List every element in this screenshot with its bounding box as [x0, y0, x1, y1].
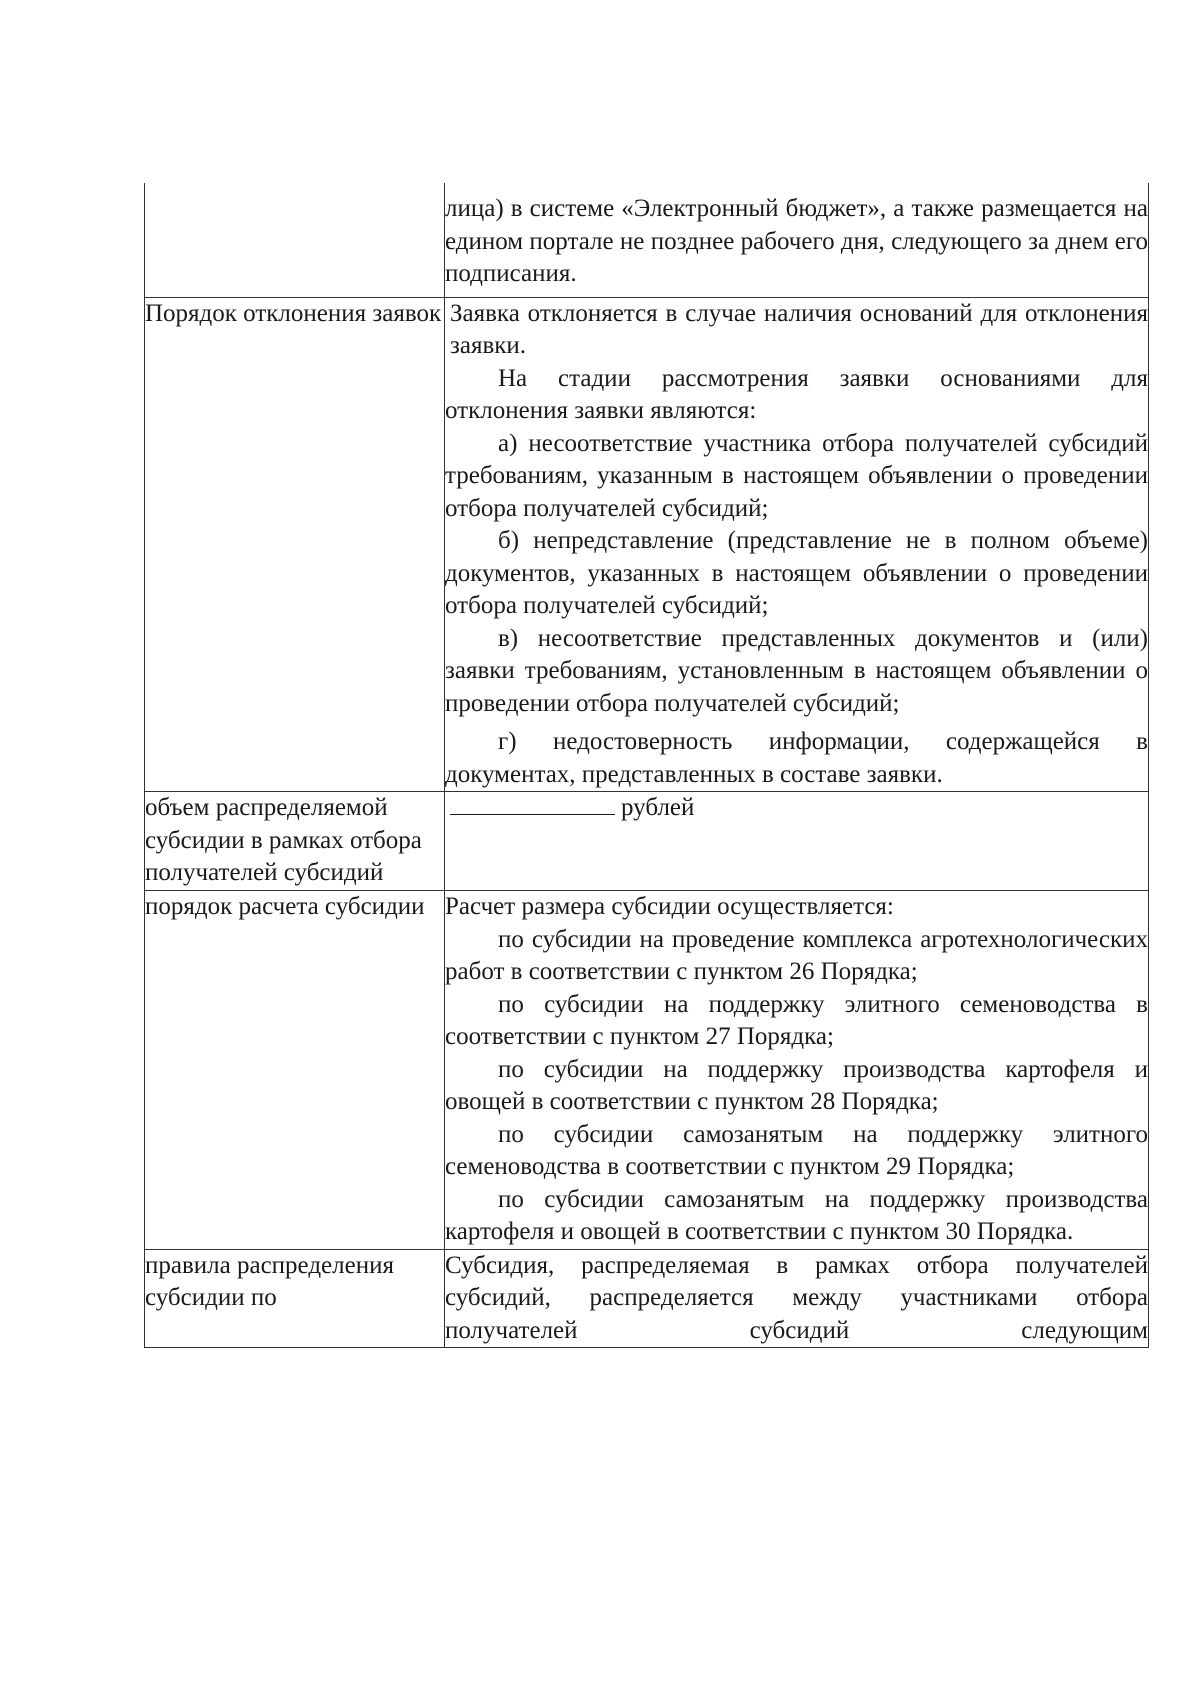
row-label: Порядок отклонения заявок	[145, 299, 442, 327]
table-row	[145, 183, 1149, 297]
paragraph: по субсидии на проведение комплекса агротехнологических работ в соответствии с пунктом 26 Порядка;	[445, 925, 1148, 985]
currency-label: рублей	[621, 794, 695, 821]
row-label: правила распределения субсидии по	[145, 1251, 394, 1311]
table-row	[145, 297, 1149, 792]
paragraph: Расчет размера субсидии осуществляется:	[445, 893, 894, 920]
paragraph: Субсидия, распределяемая в рамках отбора получателей субсидий, распределяется между участниками отбора получателей субсидий следующим	[445, 1251, 1148, 1344]
table-row	[145, 891, 1149, 1250]
paragraph: в) несоответствие представленных документов и (или) заявки требованиям, установленным в настоящем объявлении о проведении отбора получателей субсидий;	[445, 624, 1148, 717]
paragraph: лица) в системе «Электронный бюджет», а также размещается на едином портале не позднее рабочего дня, следующего за днем его подписания.	[445, 195, 1148, 287]
row-content-cell	[445, 297, 1149, 792]
row-content-cell	[445, 792, 1149, 891]
row-content-cell	[445, 1249, 1149, 1348]
row-label-cell	[145, 183, 445, 297]
row-label-cell	[145, 297, 445, 792]
row-label: объем распределяемой субсидии в рамках отбора получателей субсидий	[145, 794, 422, 886]
row-content-cell	[445, 183, 1149, 297]
paragraph: по субсидии самозанятым на поддержку производства картофеля и овощей в соответствии с пунктом 30 Порядка.	[445, 1185, 1148, 1245]
paragraph: Заявка отклоняется в случае наличия оснований для отклонения заявки.	[450, 299, 1148, 359]
row-label-cell	[145, 1249, 445, 1348]
row-label: порядок расчета субсидии	[145, 893, 425, 920]
table-row	[145, 1249, 1149, 1348]
row-content-cell	[445, 891, 1149, 1250]
paragraph: На стадии рассмотрения заявки основаниями для отклонения заявки являются:	[445, 364, 1148, 424]
paragraph: б) непредставление (представление не в полном объеме) документов, указанных в настоящем объявлении о проведении отбора получателей субсидий;	[445, 527, 1148, 619]
row-label-cell	[145, 792, 445, 891]
paragraph: а) несоответствие участника отбора получателей субсидий требованиям, указанным в настоящем объявлении о проведении отбора получателей субсидий;	[445, 429, 1148, 522]
document-table	[144, 183, 1149, 1348]
paragraph: по субсидии на поддержку элитного семеноводства в соответствии с пунктом 27 Порядка;	[445, 990, 1148, 1050]
table-row	[145, 792, 1149, 891]
blank-amount-line	[450, 792, 615, 815]
paragraph: по субсидии самозанятым на поддержку элитного семеноводства в соответствии с пунктом 29 Порядка;	[445, 1120, 1148, 1180]
row-label-cell	[145, 891, 445, 1250]
paragraph: по субсидии на поддержку производства картофеля и овощей в соответствии с пунктом 28 Порядка;	[445, 1055, 1148, 1115]
paragraph	[445, 792, 1148, 825]
paragraph: г) недостоверность информации, содержащейся в документах, представленных в составе заявки.	[445, 728, 1148, 788]
